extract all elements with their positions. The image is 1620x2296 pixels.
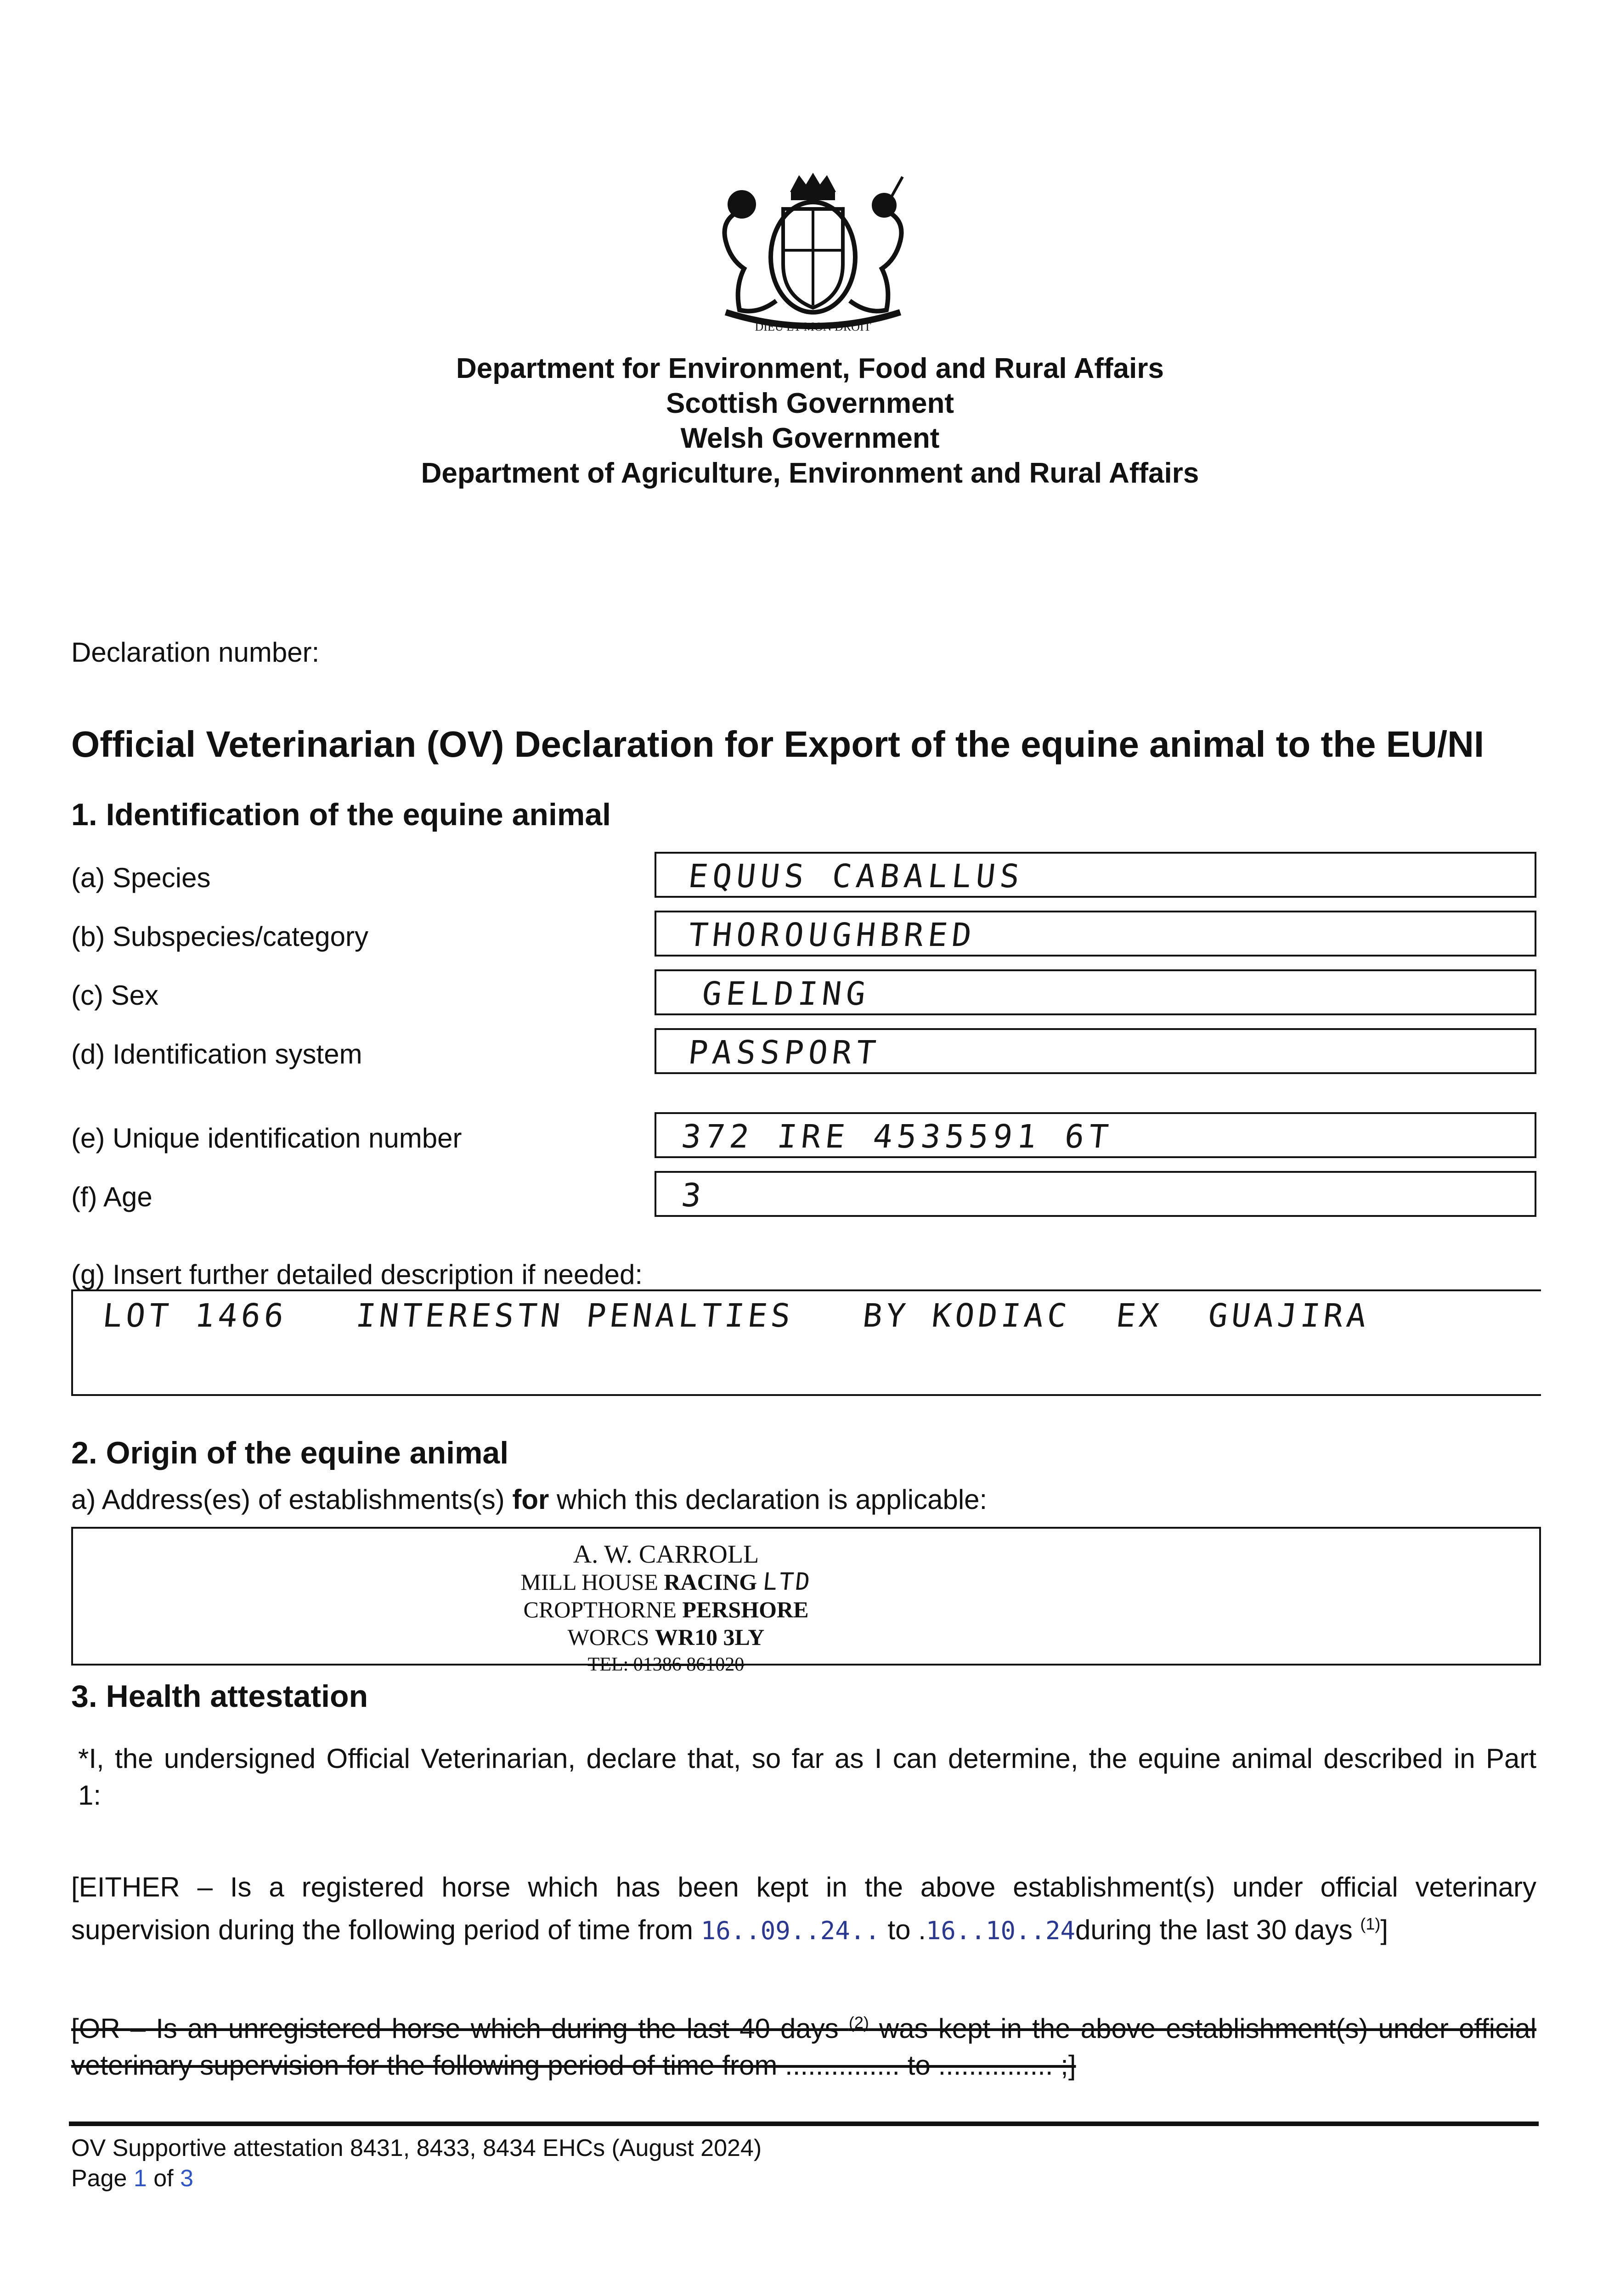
- footer-divider: [69, 2122, 1539, 2126]
- subspecies-field[interactable]: [655, 911, 1536, 957]
- stamp-line-3: CROPTHORNE PERSHORE: [523, 1597, 809, 1622]
- section1-heading: 1. Identification of the equine animal: [71, 797, 611, 832]
- either-clause: [EITHER – Is a registered horse which has been kept in the above establishment(s) under official veterinary supervision during the following period of time from 16..09..24.. to .16..10..24during the last 30 days $^{(1)}$]: [71, 1872, 1536, 1945]
- age-value: 3: [679, 1176, 708, 1214]
- declaration-number-label: Declaration number:: [71, 637, 320, 668]
- page-title: Official Veterinarian (OV) Declaration for Export of the equine animal to the EU/NI: [71, 724, 1485, 765]
- footer-attestation: OV Supportive attestation 8431, 8433, 8434 EHCs (August 2024): [71, 2135, 762, 2161]
- species-value: EQUUS CABALLUS: [686, 857, 1026, 895]
- department-daera: Department of Agriculture, Environment and Rural Affairs: [421, 457, 1199, 489]
- stamp-name: A. W. CARROLL: [573, 1540, 759, 1569]
- footer-page-number: Page 1 of 3: [71, 2165, 193, 2192]
- department-scottish-government: Scottish Government: [666, 388, 954, 419]
- stamp-line-4: WORCS WR10 3LY: [567, 1624, 765, 1650]
- or-clause: [OR – Is an unregistered horse which during the last 40 days $^{(2)}$ was kept in the above establishment(s) under official veterinary supervision for the following period of time from ............... to ............... ;]: [71, 2013, 1536, 2081]
- stamp-line-2: MILL HOUSE RACING LTD: [520, 1568, 813, 1596]
- age-field[interactable]: [655, 1171, 1536, 1217]
- svg-text:DIEU ET MON DROIT: DIEU ET MON DROIT: [755, 320, 871, 333]
- identification-system-label: (d) Identification system: [71, 1039, 362, 1069]
- section2-heading: 2. Origin of the equine animal: [71, 1435, 509, 1470]
- identification-system-value: PASSPORT: [686, 1034, 882, 1071]
- description-label: (g) Insert further detailed description if needed:: [71, 1259, 643, 1290]
- stamp-phone: TEL: 01386 861020: [587, 1654, 745, 1675]
- either-date-from: 16..09..24..: [700, 1916, 880, 1945]
- description-field[interactable]: [71, 1289, 1541, 1396]
- subspecies-label: (b) Subspecies/category: [71, 921, 368, 952]
- declaration-intro: *I, the undersigned Official Veterinarian, declare that, so far as I can determine, the equine animal described in Part 1:: [78, 1743, 1536, 1811]
- species-label: (a) Species: [71, 862, 211, 893]
- section3-heading: 3. Health attestation: [71, 1679, 368, 1714]
- sex-label: (c) Sex: [71, 980, 159, 1011]
- either-date-to: 16..10..24: [926, 1916, 1075, 1945]
- department-welsh-government: Welsh Government: [680, 422, 940, 454]
- species-field[interactable]: [655, 852, 1536, 898]
- unique-id-label: (e) Unique identification number: [71, 1123, 462, 1154]
- subspecies-value: THOROUGHBRED: [686, 916, 978, 954]
- age-label: (f) Age: [71, 1182, 152, 1212]
- sex-field[interactable]: [655, 969, 1536, 1015]
- sex-value: GELDING: [700, 975, 872, 1013]
- department-defra: Department for Environment, Food and Rural Affairs: [456, 353, 1164, 384]
- unique-id-value: 372 IRE 4535591 6T: [679, 1118, 1115, 1155]
- description-value: LOT 1466 INTERESTN PENALTIES BY KODIAC EX GUAJIRA: [101, 1297, 1372, 1334]
- establishment-stamp: [478, 1541, 854, 1678]
- establishment-address-label: a) Address(es) of establishments(s) for which this declaration is applicable:: [71, 1484, 988, 1515]
- identification-system-field[interactable]: [655, 1028, 1536, 1074]
- royal-coat-of-arms: [698, 172, 914, 338]
- unique-id-field[interactable]: [655, 1112, 1536, 1158]
